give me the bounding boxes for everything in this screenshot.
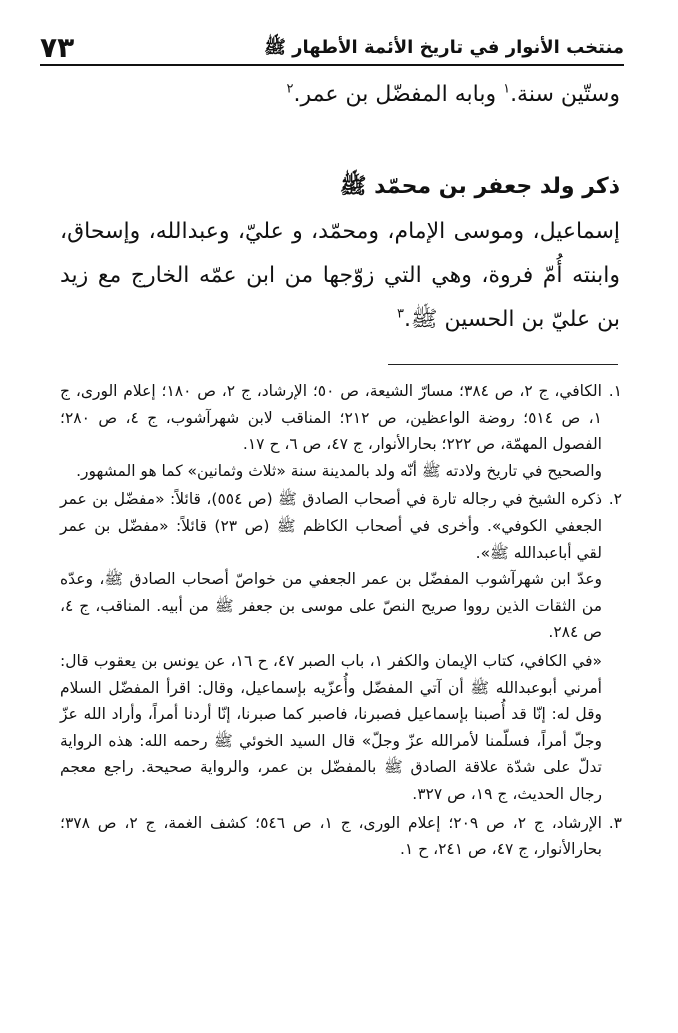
footnote-1-note: والصحيح في تاريخ ولادته ﷺ أنّه ولد بالمدينة سنة «ثلاث وثمانين» كما هو المشهور. (76, 461, 602, 480)
footnote-text: الإرشاد، ج ٢، ص ٢٠٩؛ إعلام الورى، ج ١، ص ٥٤٦؛ كشف الغمة، ج ٢، ص ٣٧٨؛ بحارالأنوار، ج ٤٧، ص ٢٤١، ح ١. (60, 813, 602, 859)
body-paragraph-2 (60, 210, 620, 342)
footnote-separator (388, 364, 618, 365)
footnote-2-quote: «في الكافي، كتاب الإيمان والكفر ١، باب الصبر ٤٧، ح ١٦، عن يونس بن يعقوب قال: أمرني أبوعبدالله ﷺ أن آتي المفضّل وأُعزّيه بإسماعيل، وقال: اقرأ المفضّل السلام وقل له: إنّا قد أُصبنا بإسماعيل فصبرنا، فاصبر كما صبرنا، إنّا أردنا أمراً، وأراد الله عزّ وجلّ أمراً، فسلّمنا لأمرالله عزّ وجلّ» قال السيد الخوئي ﷺ رحمه الله: هذه الرواية تدلّ على شدّة علاقة الصادق ﷺ بالمفضّل بن عمر، والرواية صحيحة. راجع معجم رجال الحديث، ج ١٩، ص ٣٢٧. (60, 651, 602, 803)
footnote-text: ذكره الشيخ في رجاله تارة في أصحاب الصادق ﷺ (ص ٥٥٤)، قائلاً: «مفضّل بن عمر الجعفي الكوفي». وأخرى في أصحاب الكاظم ﷺ (ص ٢٣) قائلاً: «مفضّل بن عمر لقي أباعبدالله ﷺ». (60, 490, 603, 562)
body-text: إسماعيل، وموسى الإمام، ومحمّد، و عليّ، وعبدالله، وإسحاق، وابنته أُمّ فروة، وهي التي زوّجها من ابن عمّه الخارج مع زيد بن عليّ بن الحسين ﷺ. (60, 219, 620, 332)
footnote-ref: ٣ (396, 306, 404, 322)
body-paragraph-1 (60, 82, 620, 107)
running-title: منتخب الأنوار في تاريخ الأئمة الأطهار ﷺ (264, 37, 624, 58)
section-heading: ذكر ولد جعفر بن محمّد ﷺ (339, 174, 620, 199)
footnote-text: الكافي، ج ٢، ص ٣٨٤؛ مسارّ الشيعة، ص ٥٠؛ الإرشاد، ج ٢، ص ١٨٠؛ إعلام الورى، ج ١، ص ٥١٤؛ روضة الواعظين، ص ٢١٢؛ المناقب لابن شهرآشوب، ج ٤، ص ٢٨٠؛ الفصول المهمّة، ص ٢٢٢؛ بحارالأنوار، ج ٤٧، ص ٦، ح ١٧. (60, 382, 602, 454)
page-number: ٧٣ (40, 31, 75, 64)
body-text: وبابه المفضّل بن عمر. (293, 82, 504, 107)
page-header (40, 28, 624, 66)
footnote-number: ١. (608, 382, 622, 400)
footnote-1 (60, 378, 622, 458)
footnote-ref: ٢ (286, 81, 294, 97)
body-text: وستّين سنة. (510, 82, 620, 107)
footnotes (60, 378, 622, 863)
footnote-number: ٣. (608, 813, 622, 832)
footnote-ref: ١ (503, 81, 511, 97)
footnote-2 (60, 486, 622, 566)
footnote-number: ٢. (608, 490, 622, 509)
footnote-2-note: وعدّ ابن شهرآشوب المفضّل بن عمر الجعفي من خواصّ أصحاب الصادق ﷺ، وعدّه من الثقات الذين رووا صريح النصّ على موسى بن جعفر ﷺ من أبيه. المناقب، ج ٤، ص ٢٨٤. (60, 570, 602, 642)
footnote-3 (60, 810, 622, 863)
